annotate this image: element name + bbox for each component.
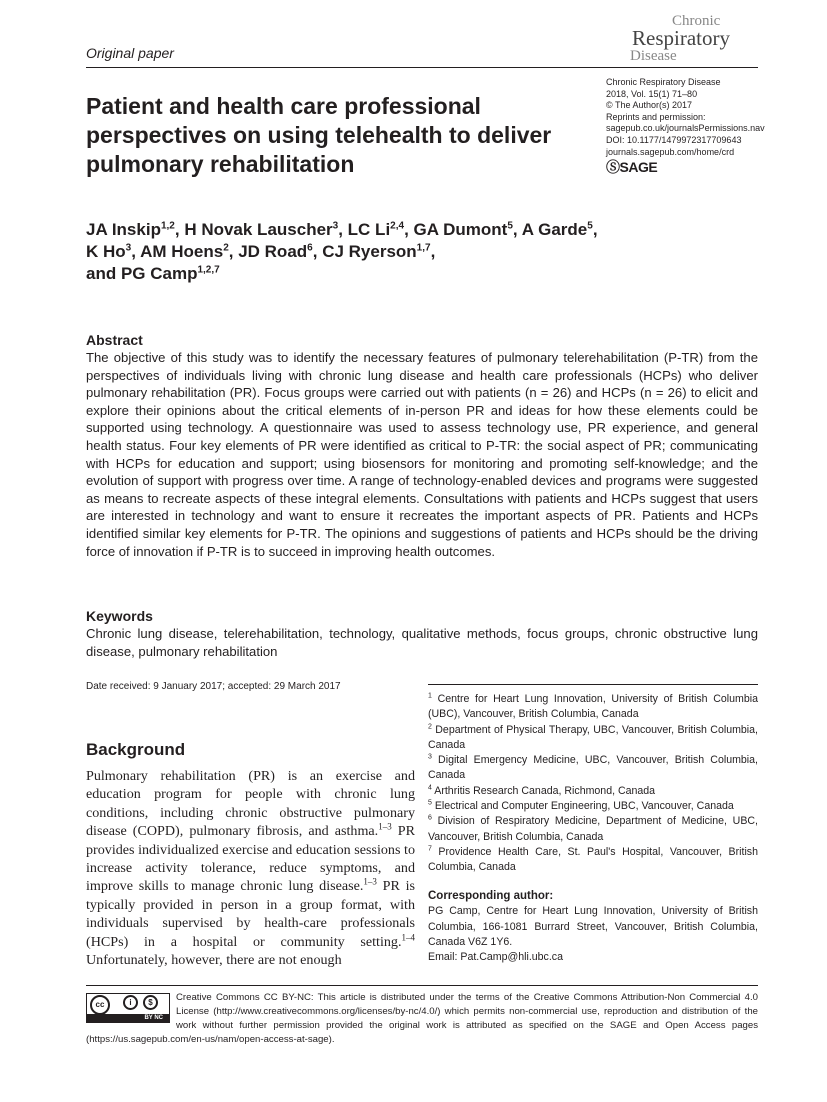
- author-affiliation-marker: 2: [223, 242, 229, 254]
- citation[interactable]: 1–3: [378, 821, 392, 832]
- corresponding-heading: Corresponding author:: [428, 890, 554, 902]
- author: [322, 242, 430, 261]
- author-affiliation-marker: 5: [587, 220, 593, 232]
- author: [238, 242, 313, 261]
- abstract-text: The objective of this study was to identify the necessary features of pulmonary telerehabilitation (P-TR) from the perspectives of individuals living with chronic lung disease and health care professionals (HCPs) who deliver pulmonary rehabilitation (PR). Focus groups were carried out with patients (n = 26) and HCPs (n = 26) to elicit and explore their opinions about the critical elements of in-person PR and ideas for how these elements could be supported using technology. A questionnaire was used to assess technology use, PR experience, and general health status. Four key elements of PR were identified as critical to P-TR: the social aspect of PR; communicating with HCPs for education and support; using biosensors for monitoring and promoting self-knowledge; and the evolution of support with progress over time. A range of technology-enabled devices and programs were suggested as means to recreate aspects of these integral elements. Consultations with patients and HCPs suggest that users are interested in technology and want to ensure it recreates the important aspects of PR. Patients and HCPs identified similar key elements for P-TR. The opinions and suggestions of patients and HCPs should be the driving force of innovation if P-TR is to succeed in improving health outcomes.: [86, 350, 758, 559]
- affiliation-text: Providence Health Care, St. Paul's Hospital, Vancouver, British Columbia, Canada: [428, 845, 758, 874]
- background-heading: Background: [86, 740, 186, 759]
- text: PR provides individualized exercise and education sessions to increase activity tolerance, reduce symptoms, and improve skills to manage chronic lung disease.: [86, 823, 416, 895]
- doi-link[interactable]: DOI: 10.1177/1479972317709643: [606, 134, 742, 145]
- author-name: GA Dumont: [413, 220, 508, 239]
- affiliation: [428, 753, 758, 784]
- cc-license-icon[interactable]: [86, 993, 170, 1023]
- author-affiliation-marker: 6: [307, 242, 313, 254]
- logo-line: Disease: [630, 48, 677, 64]
- background-text: [86, 767, 415, 969]
- abstract-heading: Abstract: [86, 332, 143, 348]
- author: [414, 220, 513, 239]
- affiliation-number: 4: [428, 784, 432, 792]
- sage-logo: ⓈSAGE: [606, 159, 658, 176]
- journal-info-line[interactable]: journals.sagepub.com/home/crd: [606, 146, 735, 157]
- author: [86, 242, 131, 261]
- author: [522, 220, 593, 239]
- author-name: JA Inskip: [86, 220, 161, 239]
- affiliation-number: 5: [428, 799, 432, 807]
- author: [86, 220, 175, 239]
- journal-info-line: Reprints and permission:: [606, 111, 706, 122]
- author-name: H Novak Lauscher: [184, 220, 333, 239]
- paper-title: Patient and health care professional perspectives on using telehealth to deliver pulmonary rehabilitation: [86, 93, 552, 177]
- license-text: Creative Commons CC BY-NC: This article is distributed under the terms of the Creative Commons Attribution-Non Commercial 4.0 License (http://www.creativecommons.org/licenses/by-nc/4.0/) which permits non-commercial use, reproduction and distribution of the work without further permission provided the original work is attributed as specified on the SAGE and Open Access pages (https://us.sagepub.com/en-us/nam/open-access-at-sage).: [86, 992, 758, 1045]
- author-name: JD Road: [238, 242, 308, 261]
- author-name: AM Hoens: [140, 242, 224, 261]
- dates: Date received: 9 January 2017; accepted: 29 March 2017: [86, 681, 341, 692]
- author: [184, 220, 338, 239]
- affiliations: [428, 692, 758, 876]
- affiliation-text: Electrical and Computer Engineering, UBC, Vancouver, Canada: [431, 800, 734, 813]
- affiliation-text: Arthritis Research Canada, Richmond, Canada: [431, 784, 656, 797]
- text: Pulmonary rehabilitation (PR) is an exercise and education program for people with chronic lung conditions, including chronic obstructive pulmonary disease (COPD), pulmonary fibrosis, and asthma.: [86, 768, 415, 840]
- author-affiliation-marker: 1,2: [160, 220, 175, 232]
- affiliation: [428, 723, 758, 754]
- logo-line: Chronic: [672, 13, 721, 29]
- journal-info-line[interactable]: sagepub.co.uk/journalsPermissions.nav: [606, 123, 765, 134]
- cc-badge-label: BY NC: [87, 1014, 169, 1022]
- citation[interactable]: 1–3: [363, 876, 377, 887]
- citation[interactable]: 1–4: [401, 931, 415, 942]
- affiliation: [428, 784, 758, 799]
- affiliation-number: 7: [428, 845, 432, 853]
- by-icon: i: [123, 995, 138, 1010]
- affiliation: [428, 799, 758, 814]
- journal-info: [606, 77, 765, 175]
- affiliation-number: 3: [428, 753, 432, 761]
- text: Unfortunately, however, there are not enough: [86, 952, 342, 969]
- author-list: JA Inskip$^{1,2}$, H Novak Lauscher$^3$, LC Li$^{2,4}$, GA Dumont$^5$, A Garde$^5$, K Ho$^3$, AM Hoens$^2$, JD Road$^6$, CJ Ryerson$^{1,7}$, and PG Camp$^{1,2,7}$: [86, 220, 598, 283]
- corresponding-text: PG Camp, Centre for Heart Lung Innovation, University of British Columbia, 166-1081 Burrard Street, Vancouver, British Columbia, Canada V6Z 1Y6.: [428, 905, 758, 948]
- author: [348, 220, 404, 239]
- email-link[interactable]: Email: Pat.Camp@hli.ubc.ca: [428, 951, 563, 964]
- author-affiliation-marker: 2,4: [390, 220, 405, 232]
- affiliation-text: Digital Emergency Medicine, UBC, Vancouver, British Columbia, Canada: [428, 754, 758, 782]
- journal-info-line: © The Author(s) 2017: [606, 100, 693, 111]
- author-name: A Garde: [521, 220, 588, 239]
- divider: [86, 67, 758, 68]
- journal-info-line: Chronic Respiratory Disease: [606, 77, 721, 87]
- cc-icon: cc: [90, 995, 110, 1015]
- text: PR is typically provided in person in a group format, with individuals supervised by health-care professionals (HCPs) in a hospital or community setting.: [86, 878, 415, 950]
- affiliation: [428, 814, 758, 845]
- affiliation-number: 2: [428, 723, 432, 731]
- divider: [428, 684, 758, 685]
- journal-logo: [620, 14, 760, 66]
- corresponding-author: [428, 889, 758, 965]
- author-name: LC Li: [347, 220, 391, 239]
- affiliation-text: Department of Physical Therapy, UBC, Vancouver, British Columbia, Canada: [428, 723, 758, 751]
- affiliation-text: Centre for Heart Lung Innovation, University of British Columbia (UBC), Vancouver, British Columbia, Canada: [428, 693, 758, 721]
- affiliation-text: Division of Respiratory Medicine, Department of Medicine, UBC, Vancouver, British Columbia, Canada: [428, 815, 758, 843]
- license-notice: [86, 991, 758, 1047]
- author-affiliation-marker: 5: [507, 220, 513, 232]
- author-affiliation-marker: 3: [125, 242, 132, 254]
- author-name: K Ho: [86, 242, 126, 261]
- keywords-heading: Keywords: [86, 608, 153, 624]
- affiliation-number: 1: [428, 692, 432, 700]
- publisher-name: SAGE: [619, 159, 658, 176]
- nc-icon: $: [143, 995, 158, 1010]
- author: [140, 242, 229, 261]
- logo-line: Respiratory: [632, 26, 730, 50]
- divider: [86, 985, 758, 986]
- affiliation: [428, 845, 758, 876]
- affiliation-number: 6: [428, 814, 432, 822]
- keywords-text: Chronic lung disease, telerehabilitation, technology, qualitative methods, focus groups, chronic obstructive lung disease, pulmonary rehabilitation: [86, 626, 758, 659]
- running-head: Original paper: [86, 45, 174, 61]
- author-affiliation-marker: 3: [332, 220, 339, 232]
- author-affiliation-marker: 1,7: [416, 242, 431, 254]
- affiliation: [428, 692, 758, 723]
- author-name: CJ Ryerson: [322, 242, 417, 261]
- author-affiliation-marker: 1,2,7: [197, 264, 220, 276]
- author: [86, 264, 220, 283]
- journal-info-line: 2018, Vol. 15(1) 71–80: [606, 88, 698, 99]
- author-name: and PG Camp: [86, 264, 198, 283]
